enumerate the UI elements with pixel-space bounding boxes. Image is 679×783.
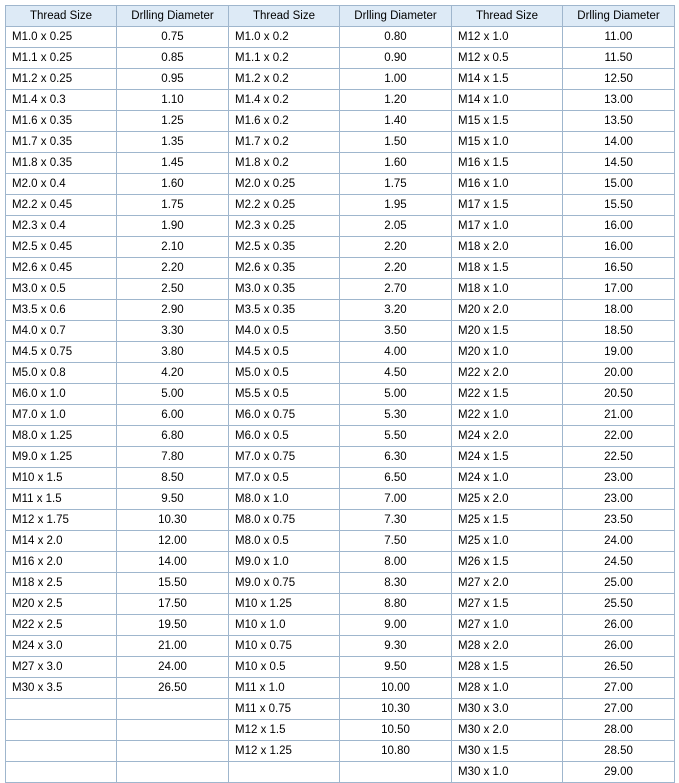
table-cell-drilling-diameter: 14.50: [563, 153, 675, 174]
table-cell-thread-size: M10 x 0.75: [229, 636, 340, 657]
table-cell-thread-size: M22 x 2.0: [452, 363, 563, 384]
table-cell-drilling-diameter: 14.00: [563, 132, 675, 153]
table-cell-thread-size: M6.0 x 1.0: [6, 384, 117, 405]
table-cell-thread-size: M16 x 1.0: [452, 174, 563, 195]
table-cell-drilling-diameter: 3.80: [117, 342, 229, 363]
table-row: [6, 174, 675, 195]
column-header-drilling-diameter-1: Drlling Diameter: [117, 6, 229, 27]
table-cell-drilling-diameter: 2.20: [117, 258, 229, 279]
table-cell-thread-size: M2.2 x 0.25: [229, 195, 340, 216]
table-cell-drilling-diameter: 27.00: [563, 678, 675, 699]
table-cell-thread-size: M4.5 x 0.5: [229, 342, 340, 363]
table-cell-thread-size: M10 x 1.5: [6, 468, 117, 489]
table-cell-drilling-diameter: 11.00: [563, 27, 675, 48]
table-cell-drilling-diameter: 26.00: [563, 615, 675, 636]
table-cell-thread-size: M8.0 x 0.75: [229, 510, 340, 531]
table-cell-drilling-diameter: 7.50: [340, 531, 452, 552]
table-cell-drilling-diameter: 10.30: [117, 510, 229, 531]
table-cell-drilling-diameter: 7.80: [117, 447, 229, 468]
table-cell-thread-size: M1.4 x 0.3: [6, 90, 117, 111]
table-row: [6, 678, 675, 699]
table-cell-thread-size: M7.0 x 1.0: [6, 405, 117, 426]
table-cell-drilling-diameter: 13.00: [563, 90, 675, 111]
table-cell-thread-size: M24 x 1.5: [452, 447, 563, 468]
table-cell-drilling-diameter: 1.95: [340, 195, 452, 216]
table-row: [6, 720, 675, 741]
table-cell-drilling-diameter: 3.30: [117, 321, 229, 342]
table-cell-drilling-diameter: 17.50: [117, 594, 229, 615]
table-cell-thread-size: M1.1 x 0.25: [6, 48, 117, 69]
table-cell-drilling-diameter: 15.50: [563, 195, 675, 216]
table-cell-thread-size: M2.6 x 0.45: [6, 258, 117, 279]
table-cell-drilling-diameter: 23.00: [563, 468, 675, 489]
table-cell-empty: [6, 720, 117, 741]
table-cell-drilling-diameter: 1.35: [117, 132, 229, 153]
table-cell-drilling-diameter: 16.00: [563, 237, 675, 258]
table-cell-drilling-diameter: 2.90: [117, 300, 229, 321]
table-cell-thread-size: M1.6 x 0.35: [6, 111, 117, 132]
table-cell-empty: [117, 762, 229, 783]
table-cell-thread-size: M1.4 x 0.2: [229, 90, 340, 111]
table-cell-drilling-diameter: 2.10: [117, 237, 229, 258]
table-cell-drilling-diameter: 6.30: [340, 447, 452, 468]
table-cell-thread-size: M2.5 x 0.45: [6, 237, 117, 258]
table-cell-drilling-diameter: 1.45: [117, 153, 229, 174]
table-cell-thread-size: M1.2 x 0.25: [6, 69, 117, 90]
table-cell-thread-size: M1.2 x 0.2: [229, 69, 340, 90]
table-cell-thread-size: M14 x 1.0: [452, 90, 563, 111]
table-cell-thread-size: M15 x 1.5: [452, 111, 563, 132]
table-cell-drilling-diameter: 24.50: [563, 552, 675, 573]
table-row: [6, 468, 675, 489]
table-cell-thread-size: M14 x 2.0: [6, 531, 117, 552]
table-cell-thread-size: M9.0 x 1.0: [229, 552, 340, 573]
table-cell-thread-size: M20 x 1.5: [452, 321, 563, 342]
table-cell-thread-size: M5.0 x 0.8: [6, 363, 117, 384]
table-cell-drilling-diameter: 28.00: [563, 720, 675, 741]
table-row: [6, 594, 675, 615]
table-cell-thread-size: M22 x 1.5: [452, 384, 563, 405]
table-cell-thread-size: M24 x 2.0: [452, 426, 563, 447]
table-cell-thread-size: M3.5 x 0.6: [6, 300, 117, 321]
table-cell-thread-size: M4.0 x 0.5: [229, 321, 340, 342]
table-cell-drilling-diameter: 1.10: [117, 90, 229, 111]
thread-drill-table: [5, 5, 675, 783]
table-row: [6, 384, 675, 405]
table-cell-thread-size: M20 x 1.0: [452, 342, 563, 363]
table-cell-thread-size: M2.3 x 0.4: [6, 216, 117, 237]
table-cell-drilling-diameter: 6.50: [340, 468, 452, 489]
table-cell-drilling-diameter: 9.50: [117, 489, 229, 510]
table-cell-drilling-diameter: 20.50: [563, 384, 675, 405]
table-cell-thread-size: M1.1 x 0.2: [229, 48, 340, 69]
table-cell-thread-size: M4.0 x 0.7: [6, 321, 117, 342]
table-cell-drilling-diameter: 2.70: [340, 279, 452, 300]
table-cell-drilling-diameter: 6.80: [117, 426, 229, 447]
table-cell-drilling-diameter: 3.50: [340, 321, 452, 342]
table-cell-drilling-diameter: 8.00: [340, 552, 452, 573]
table-cell-drilling-diameter: 18.50: [563, 321, 675, 342]
table-cell-drilling-diameter: 19.50: [117, 615, 229, 636]
table-cell-thread-size: M30 x 3.0: [452, 699, 563, 720]
table-cell-thread-size: M27 x 3.0: [6, 657, 117, 678]
table-cell-thread-size: M16 x 2.0: [6, 552, 117, 573]
table-cell-drilling-diameter: 21.00: [117, 636, 229, 657]
table-cell-drilling-diameter: 23.50: [563, 510, 675, 531]
table-cell-drilling-diameter: 1.40: [340, 111, 452, 132]
table-cell-drilling-diameter: 1.50: [340, 132, 452, 153]
table-cell-drilling-diameter: 1.75: [117, 195, 229, 216]
table-cell-thread-size: M3.0 x 0.35: [229, 279, 340, 300]
table-cell-drilling-diameter: 0.90: [340, 48, 452, 69]
table-cell-thread-size: M30 x 2.0: [452, 720, 563, 741]
table-cell-thread-size: M12 x 1.25: [229, 741, 340, 762]
table-cell-thread-size: M3.5 x 0.35: [229, 300, 340, 321]
table-cell-drilling-diameter: 13.50: [563, 111, 675, 132]
table-cell-drilling-diameter: 0.75: [117, 27, 229, 48]
table-cell-drilling-diameter: 8.30: [340, 573, 452, 594]
column-header-thread-size-3: Thread Size: [452, 6, 563, 27]
table-cell-drilling-diameter: 26.50: [563, 657, 675, 678]
table-cell-drilling-diameter: 22.00: [563, 426, 675, 447]
table-cell-thread-size: M25 x 1.0: [452, 531, 563, 552]
table-cell-drilling-diameter: 7.30: [340, 510, 452, 531]
table-cell-thread-size: M15 x 1.0: [452, 132, 563, 153]
table-cell-thread-size: M5.0 x 0.5: [229, 363, 340, 384]
table-row: [6, 90, 675, 111]
table-cell-drilling-diameter: 1.00: [340, 69, 452, 90]
column-header-drilling-diameter-3: Drlling Diameter: [563, 6, 675, 27]
table-cell-thread-size: M3.0 x 0.5: [6, 279, 117, 300]
table-row: [6, 48, 675, 69]
table-row: [6, 69, 675, 90]
table-cell-drilling-diameter: 0.80: [340, 27, 452, 48]
table-cell-empty: [229, 762, 340, 783]
table-cell-thread-size: M2.2 x 0.45: [6, 195, 117, 216]
table-cell-thread-size: M9.0 x 1.25: [6, 447, 117, 468]
table-cell-thread-size: M8.0 x 1.0: [229, 489, 340, 510]
table-cell-drilling-diameter: 2.50: [117, 279, 229, 300]
table-cell-drilling-diameter: 26.00: [563, 636, 675, 657]
table-cell-drilling-diameter: 0.85: [117, 48, 229, 69]
table-cell-drilling-diameter: 1.60: [340, 153, 452, 174]
table-row: [6, 510, 675, 531]
table-cell-thread-size: M1.0 x 0.25: [6, 27, 117, 48]
table-cell-drilling-diameter: 17.00: [563, 279, 675, 300]
table-cell-drilling-diameter: 1.75: [340, 174, 452, 195]
table-cell-empty: [6, 699, 117, 720]
table-cell-drilling-diameter: 26.50: [117, 678, 229, 699]
table-cell-drilling-diameter: 4.00: [340, 342, 452, 363]
table-cell-thread-size: M22 x 1.0: [452, 405, 563, 426]
table-cell-thread-size: M8.0 x 1.25: [6, 426, 117, 447]
table-cell-thread-size: M28 x 1.0: [452, 678, 563, 699]
table-cell-thread-size: M18 x 2.0: [452, 237, 563, 258]
table-cell-thread-size: M11 x 1.5: [6, 489, 117, 510]
table-cell-drilling-diameter: 23.00: [563, 489, 675, 510]
table-cell-thread-size: M25 x 1.5: [452, 510, 563, 531]
table-cell-drilling-diameter: 24.00: [117, 657, 229, 678]
table-cell-empty: [6, 741, 117, 762]
table-row: [6, 300, 675, 321]
table-cell-thread-size: M10 x 0.5: [229, 657, 340, 678]
table-cell-empty: [117, 720, 229, 741]
table-cell-thread-size: M2.0 x 0.4: [6, 174, 117, 195]
table-cell-drilling-diameter: 1.60: [117, 174, 229, 195]
table-cell-thread-size: M16 x 1.5: [452, 153, 563, 174]
table-cell-drilling-diameter: 16.00: [563, 216, 675, 237]
table-cell-thread-size: M2.5 x 0.35: [229, 237, 340, 258]
table-cell-thread-size: M14 x 1.5: [452, 69, 563, 90]
table-cell-drilling-diameter: 10.50: [340, 720, 452, 741]
table-row: [6, 762, 675, 783]
table-cell-thread-size: M25 x 2.0: [452, 489, 563, 510]
table-cell-drilling-diameter: 8.80: [340, 594, 452, 615]
table-cell-thread-size: M1.6 x 0.2: [229, 111, 340, 132]
table-cell-drilling-diameter: 9.50: [340, 657, 452, 678]
table-cell-thread-size: M30 x 1.0: [452, 762, 563, 783]
table-cell-thread-size: M10 x 1.0: [229, 615, 340, 636]
table-cell-thread-size: M1.8 x 0.2: [229, 153, 340, 174]
table-cell-drilling-diameter: 9.00: [340, 615, 452, 636]
table-cell-thread-size: M18 x 2.5: [6, 573, 117, 594]
table-cell-drilling-diameter: 5.00: [340, 384, 452, 405]
table-cell-thread-size: M4.5 x 0.75: [6, 342, 117, 363]
table-cell-thread-size: M7.0 x 0.75: [229, 447, 340, 468]
table-cell-empty: [340, 762, 452, 783]
table-cell-thread-size: M12 x 1.75: [6, 510, 117, 531]
table-cell-drilling-diameter: 8.50: [117, 468, 229, 489]
table-cell-empty: [6, 762, 117, 783]
table-row: [6, 363, 675, 384]
table-row: [6, 615, 675, 636]
table-cell-thread-size: M27 x 1.0: [452, 615, 563, 636]
table-cell-thread-size: M1.7 x 0.35: [6, 132, 117, 153]
table-row: [6, 741, 675, 762]
table-cell-drilling-diameter: 15.00: [563, 174, 675, 195]
table-cell-drilling-diameter: 28.50: [563, 741, 675, 762]
table-cell-drilling-diameter: 16.50: [563, 258, 675, 279]
table-cell-thread-size: M2.0 x 0.25: [229, 174, 340, 195]
table-cell-thread-size: M6.0 x 0.75: [229, 405, 340, 426]
table-cell-drilling-diameter: 27.00: [563, 699, 675, 720]
table-cell-thread-size: M20 x 2.5: [6, 594, 117, 615]
table-row: [6, 531, 675, 552]
table-cell-thread-size: M1.8 x 0.35: [6, 153, 117, 174]
table-cell-thread-size: M28 x 2.0: [452, 636, 563, 657]
table-cell-thread-size: M12 x 0.5: [452, 48, 563, 69]
table-row: [6, 573, 675, 594]
table-cell-drilling-diameter: 18.00: [563, 300, 675, 321]
table-cell-thread-size: M1.0 x 0.2: [229, 27, 340, 48]
table-row: [6, 699, 675, 720]
table-cell-drilling-diameter: 5.30: [340, 405, 452, 426]
table-cell-thread-size: M28 x 1.5: [452, 657, 563, 678]
table-row: [6, 552, 675, 573]
column-header-thread-size-1: Thread Size: [6, 6, 117, 27]
table-cell-thread-size: M18 x 1.5: [452, 258, 563, 279]
table-cell-drilling-diameter: 12.50: [563, 69, 675, 90]
table-cell-drilling-diameter: 19.00: [563, 342, 675, 363]
table-cell-thread-size: M22 x 2.5: [6, 615, 117, 636]
table-row: [6, 27, 675, 48]
table-cell-thread-size: M24 x 3.0: [6, 636, 117, 657]
table-row: [6, 279, 675, 300]
table-cell-thread-size: M26 x 1.5: [452, 552, 563, 573]
column-header-thread-size-2: Thread Size: [229, 6, 340, 27]
table-cell-thread-size: M27 x 2.0: [452, 573, 563, 594]
table-cell-drilling-diameter: 6.00: [117, 405, 229, 426]
table-cell-thread-size: M18 x 1.0: [452, 279, 563, 300]
table-cell-drilling-diameter: 10.30: [340, 699, 452, 720]
table-row: [6, 153, 675, 174]
table-cell-drilling-diameter: 4.50: [340, 363, 452, 384]
table-cell-drilling-diameter: 4.20: [117, 363, 229, 384]
table-cell-drilling-diameter: 1.90: [117, 216, 229, 237]
table-cell-empty: [117, 741, 229, 762]
table-cell-thread-size: M17 x 1.5: [452, 195, 563, 216]
table-cell-thread-size: M12 x 1.0: [452, 27, 563, 48]
table-cell-drilling-diameter: 24.00: [563, 531, 675, 552]
table-row: [6, 342, 675, 363]
table-header-row: [6, 6, 675, 27]
table-row: [6, 132, 675, 153]
table-cell-drilling-diameter: 2.05: [340, 216, 452, 237]
table-row: [6, 321, 675, 342]
table-body: [6, 27, 675, 783]
table-cell-drilling-diameter: 15.50: [117, 573, 229, 594]
table-cell-thread-size: M2.6 x 0.35: [229, 258, 340, 279]
table-cell-thread-size: M30 x 3.5: [6, 678, 117, 699]
table-cell-drilling-diameter: 25.00: [563, 573, 675, 594]
table-cell-thread-size: M7.0 x 0.5: [229, 468, 340, 489]
table-cell-drilling-diameter: 22.50: [563, 447, 675, 468]
table-cell-thread-size: M30 x 1.5: [452, 741, 563, 762]
table-cell-thread-size: M6.0 x 0.5: [229, 426, 340, 447]
table-cell-thread-size: M1.7 x 0.2: [229, 132, 340, 153]
table-cell-drilling-diameter: 11.50: [563, 48, 675, 69]
table-cell-drilling-diameter: 9.30: [340, 636, 452, 657]
table-cell-drilling-diameter: 20.00: [563, 363, 675, 384]
table-cell-drilling-diameter: 12.00: [117, 531, 229, 552]
table-row: [6, 195, 675, 216]
table-cell-thread-size: M27 x 1.5: [452, 594, 563, 615]
table-cell-thread-size: M11 x 1.0: [229, 678, 340, 699]
table-cell-drilling-diameter: 14.00: [117, 552, 229, 573]
table-row: [6, 237, 675, 258]
table-cell-drilling-diameter: 3.20: [340, 300, 452, 321]
table-cell-drilling-diameter: 7.00: [340, 489, 452, 510]
table-cell-thread-size: M11 x 0.75: [229, 699, 340, 720]
table-cell-thread-size: M20 x 2.0: [452, 300, 563, 321]
table-cell-drilling-diameter: 1.25: [117, 111, 229, 132]
table-cell-drilling-diameter: 0.95: [117, 69, 229, 90]
table-row: [6, 489, 675, 510]
table-row: [6, 636, 675, 657]
table-cell-thread-size: M9.0 x 0.75: [229, 573, 340, 594]
table-row: [6, 111, 675, 132]
table-row: [6, 657, 675, 678]
table-cell-drilling-diameter: 10.80: [340, 741, 452, 762]
table-cell-thread-size: M12 x 1.5: [229, 720, 340, 741]
table-row: [6, 447, 675, 468]
table-cell-thread-size: M2.3 x 0.25: [229, 216, 340, 237]
table-cell-drilling-diameter: 5.50: [340, 426, 452, 447]
table-row: [6, 216, 675, 237]
table-cell-drilling-diameter: 2.20: [340, 258, 452, 279]
table-cell-drilling-diameter: 5.00: [117, 384, 229, 405]
table-cell-drilling-diameter: 25.50: [563, 594, 675, 615]
column-header-drilling-diameter-2: Drlling Diameter: [340, 6, 452, 27]
table-row: [6, 405, 675, 426]
table-cell-drilling-diameter: 1.20: [340, 90, 452, 111]
table-cell-thread-size: M8.0 x 0.5: [229, 531, 340, 552]
table-cell-thread-size: M5.5 x 0.5: [229, 384, 340, 405]
table-cell-drilling-diameter: 2.20: [340, 237, 452, 258]
table-row: [6, 426, 675, 447]
table-cell-drilling-diameter: 10.00: [340, 678, 452, 699]
table-cell-thread-size: M10 x 1.25: [229, 594, 340, 615]
table-cell-thread-size: M17 x 1.0: [452, 216, 563, 237]
table-cell-drilling-diameter: 21.00: [563, 405, 675, 426]
table-cell-thread-size: M24 x 1.0: [452, 468, 563, 489]
table-cell-empty: [117, 699, 229, 720]
table-row: [6, 258, 675, 279]
table-cell-drilling-diameter: 29.00: [563, 762, 675, 783]
